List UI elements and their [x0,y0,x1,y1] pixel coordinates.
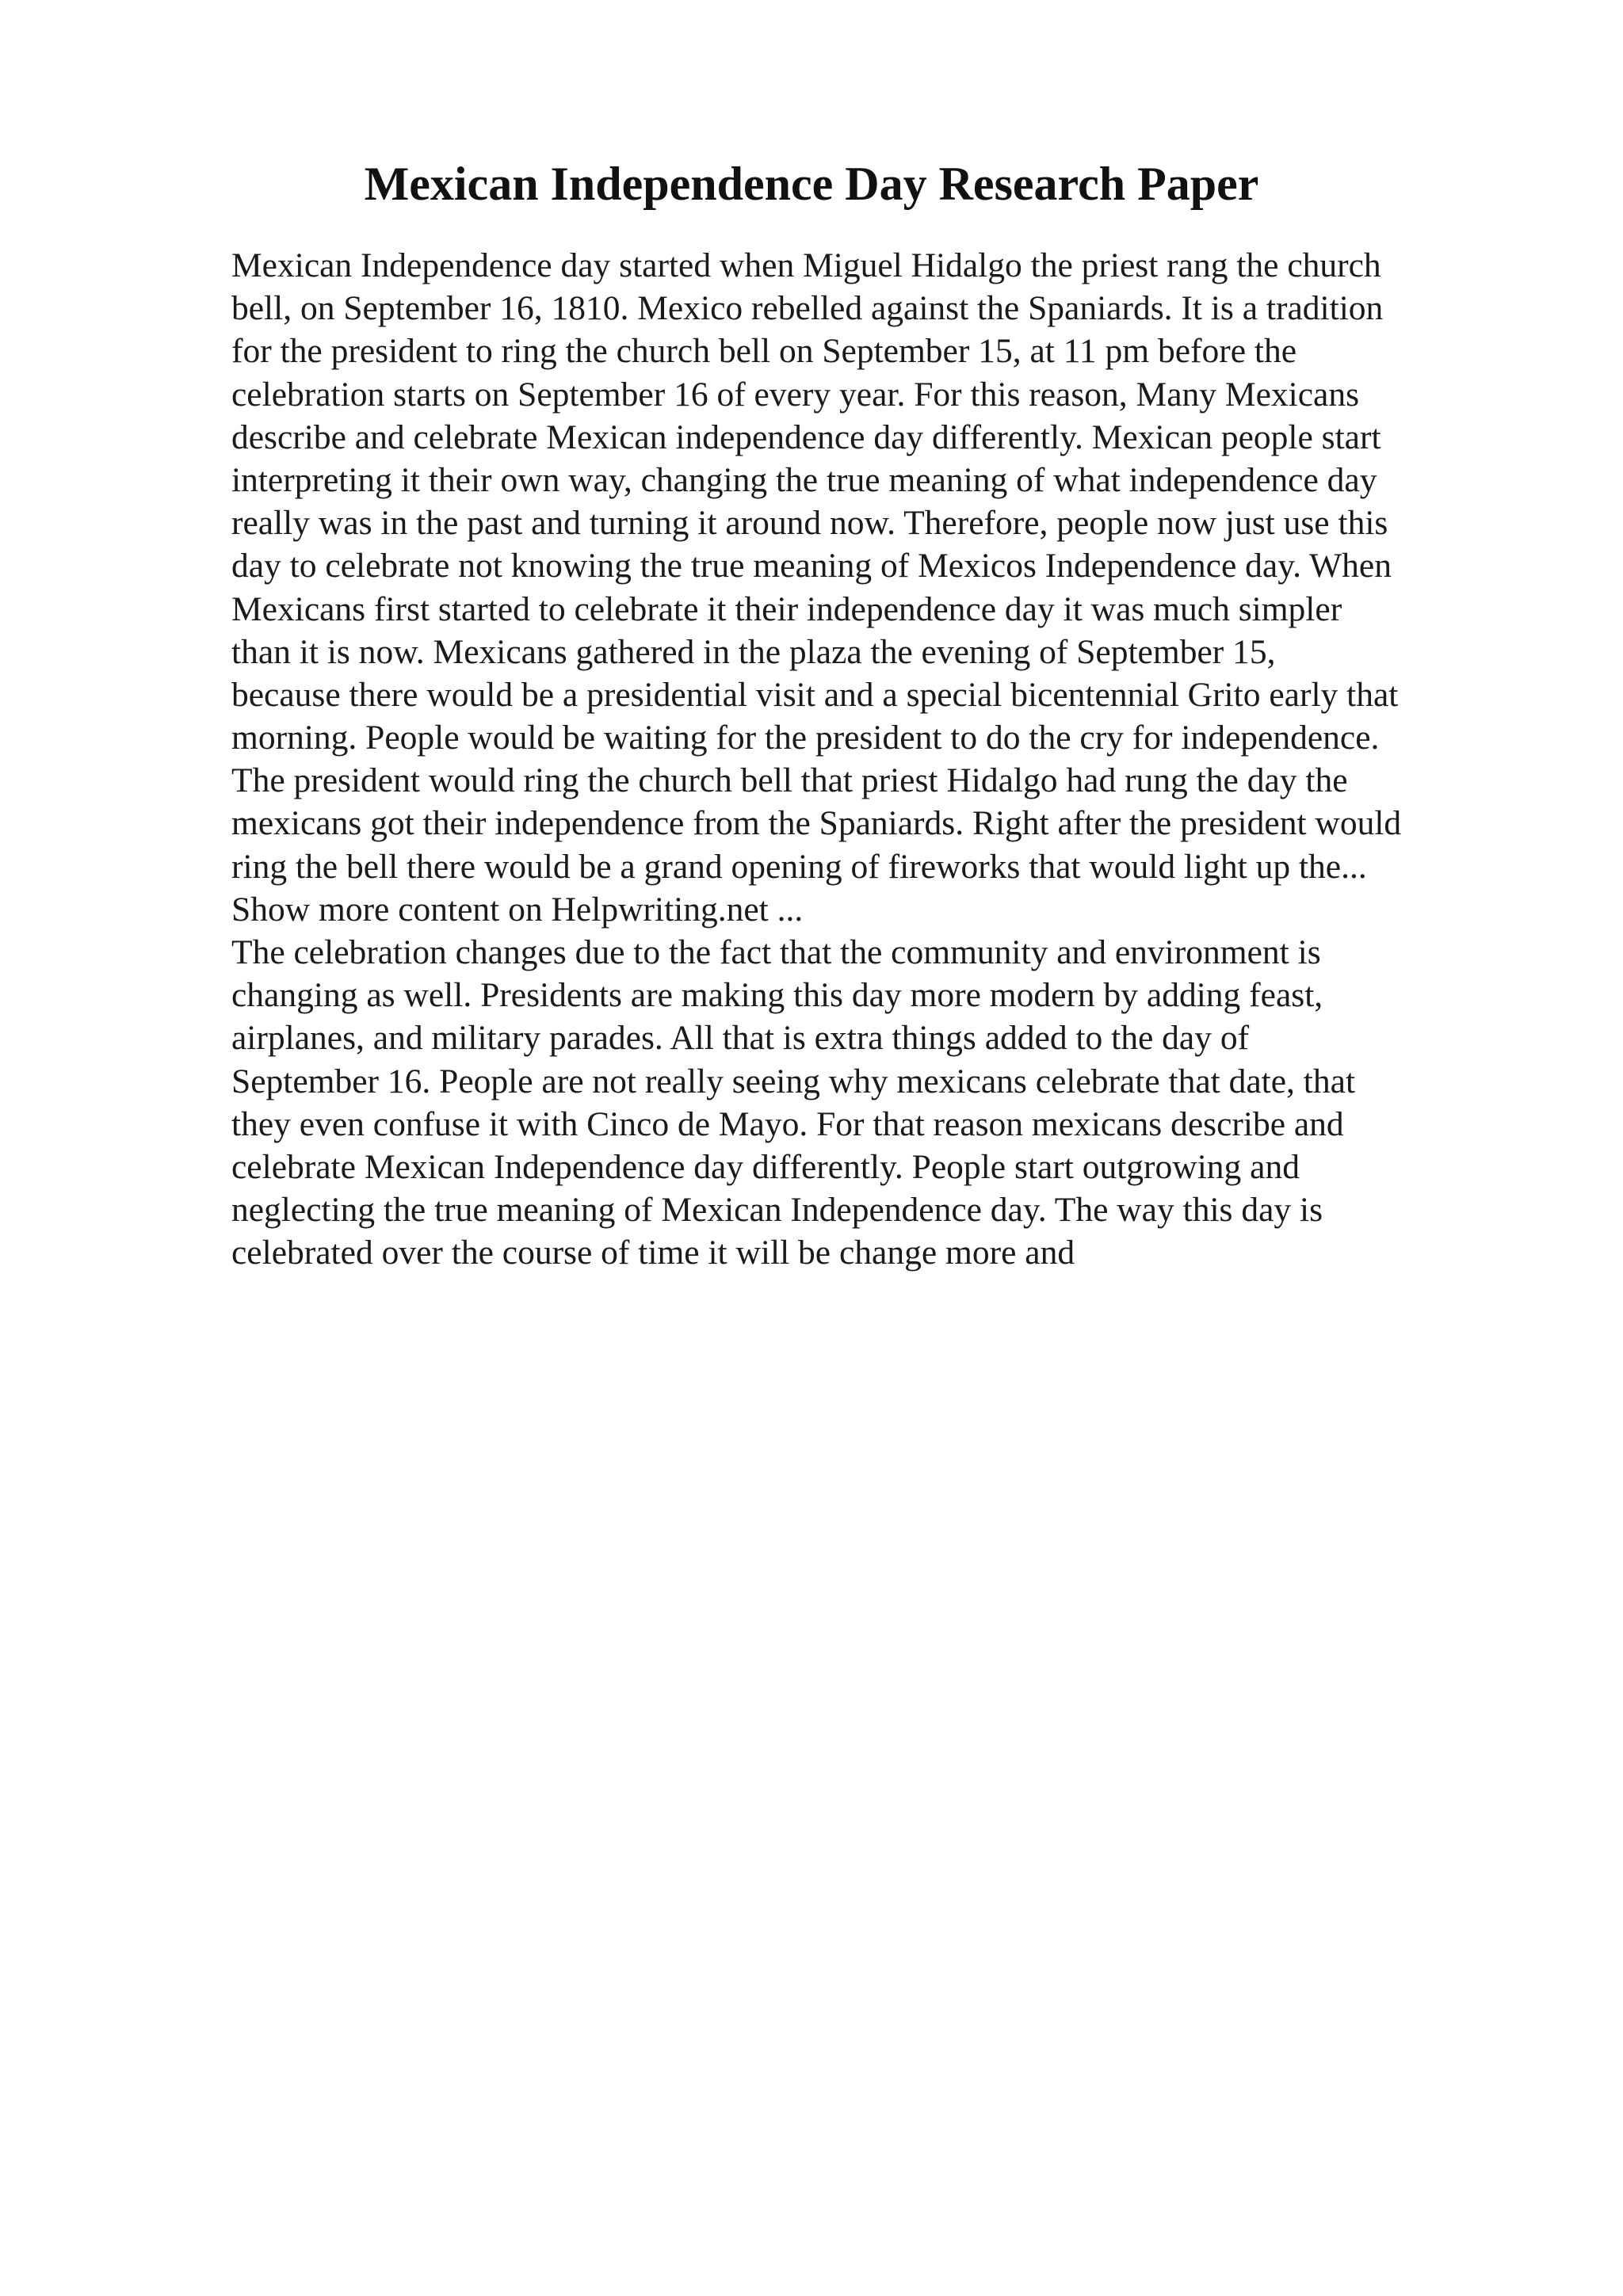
body-line: than it is now. Mexicans gathered in the plaza the evening of September 15, [231,632,1276,671]
body-line: Mexicans first started to celebrate it their independence day it was much simpler [231,589,1342,628]
body-line: morning. People would be waiting for the president to do the cry for independence. [231,719,1380,757]
body-line: because there would be a presidential visit and a special bicentennial Grito early that [231,675,1399,714]
body-line: day to celebrate not knowing the true meaning of Mexicos Independence day. When [231,547,1392,585]
body-line: really was in the past and turning it around now. Therefore, people now just use this [231,504,1388,543]
body-line: airplanes, and military parades. All that is extra things added to the day of [231,1019,1250,1058]
body-line: they even confuse it with Cinco de Mayo. For that reason mexicans describe and [231,1104,1344,1143]
body-line: bell, on September 16, 1810. Mexico rebelled against the Spaniards. It is a tradition [231,289,1384,328]
body-line: changing as well. Presidents are making this day more modern by adding feast, [231,976,1323,1015]
body-line: describe and celebrate Mexican independence day differently. Mexican people start [231,418,1381,456]
body-line: neglecting the true meaning of Mexican Independence day. The way this day is [231,1191,1323,1230]
body-line: September 16. People are not really seeing why mexicans celebrate that date, that [231,1062,1356,1100]
body-line: The president would ring the church bell that priest Hidalgo had rung the day the [231,761,1348,800]
body-line: The celebration changes due to the fact that the community and environment is [231,933,1321,971]
body-line: mexicans got their independence from the Spaniards. Right after the president would [231,804,1402,843]
body-line: celebrated over the course of time it will be change more and [231,1234,1075,1272]
document-body [231,244,1515,1275]
body-line: celebration starts on September 16 of every year. For this reason, Many Mexicans [231,375,1360,414]
body-line: celebrate Mexican Independence day differently. People start outgrowing and [231,1147,1300,1186]
body-line: interpreting it their own way, changing the true meaning of what independence day [231,460,1377,499]
body-line: Mexican Independence day started when Miguel Hidalgo the priest rang the church [231,246,1381,284]
body-line: ring the bell there would be a grand opening of fireworks that would light up the... [231,847,1367,886]
show-more-link[interactable]: Show more content on Helpwriting.net ... [231,890,804,929]
body-line: for the president to ring the church bell on September 15, at 11 pm before the [231,332,1297,371]
document-title: Mexican Independence Day Research Paper [364,158,1259,210]
